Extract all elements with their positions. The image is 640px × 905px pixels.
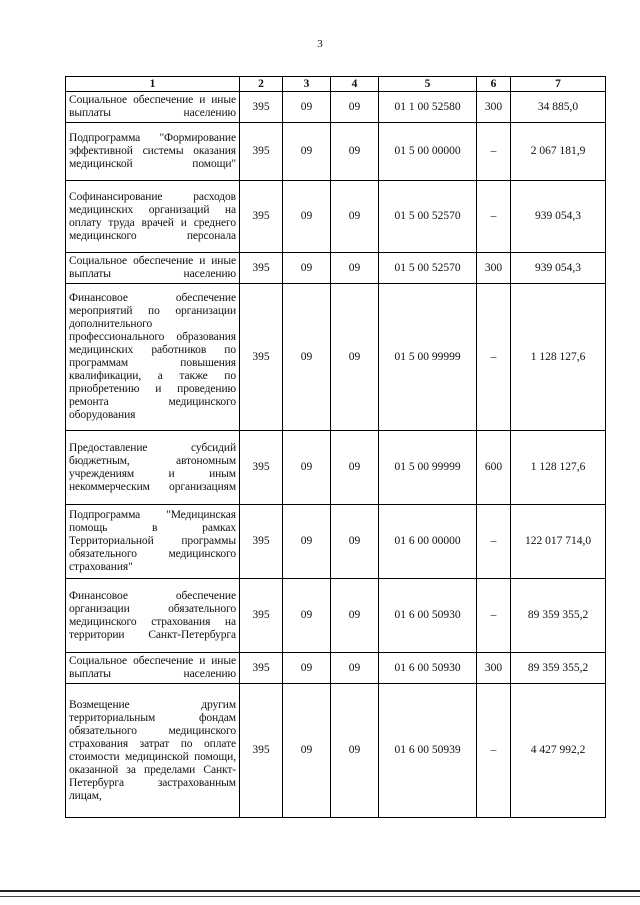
row-amount: 1 128 127,6	[511, 431, 606, 505]
row-code-4: 09	[331, 253, 379, 284]
row-code-4: 09	[331, 653, 379, 684]
row-code-3: 09	[283, 284, 331, 431]
row-code-5: 01 6 00 50939	[379, 684, 477, 818]
row-code-4: 09	[331, 505, 379, 579]
row-amount: 89 359 355,2	[511, 579, 606, 653]
row-code-2: 395	[240, 92, 283, 123]
row-code-6: –	[477, 684, 511, 818]
row-code-2: 395	[240, 505, 283, 579]
row-code-5: 01 5 00 52570	[379, 253, 477, 284]
row-code-4: 09	[331, 431, 379, 505]
row-code-5: 01 5 00 00000	[379, 123, 477, 181]
row-code-4: 09	[331, 181, 379, 253]
row-amount: 1 128 127,6	[511, 284, 606, 431]
column-header: 6	[477, 77, 511, 92]
row-code-2: 395	[240, 579, 283, 653]
row-code-5: 01 5 00 99999	[379, 284, 477, 431]
row-code-2: 395	[240, 653, 283, 684]
row-code-6: 300	[477, 253, 511, 284]
row-code-6: 300	[477, 653, 511, 684]
table-row	[66, 92, 606, 123]
row-amount: 122 017 714,0	[511, 505, 606, 579]
row-amount: 939 054,3	[511, 253, 606, 284]
row-code-3: 09	[283, 505, 331, 579]
row-amount: 2 067 181,9	[511, 123, 606, 181]
row-name: Предоставление субсидий бюджетным, автономным учреждениям и иным некоммерческим организациям	[66, 431, 240, 505]
row-amount: 89 359 355,2	[511, 653, 606, 684]
column-header: 4	[331, 77, 379, 92]
row-code-6: –	[477, 123, 511, 181]
row-code-6: 600	[477, 431, 511, 505]
row-code-5: 01 1 00 52580	[379, 92, 477, 123]
row-name: Подпрограмма "Медицинская помощь в рамках Территориальной программы обязательного медицинского страхования"	[66, 505, 240, 579]
table-row	[66, 653, 606, 684]
row-code-6: –	[477, 579, 511, 653]
row-name: Социальное обеспечение и иные выплаты населению	[66, 92, 240, 123]
row-code-3: 09	[283, 684, 331, 818]
row-code-6: –	[477, 181, 511, 253]
column-header: 7	[511, 77, 606, 92]
row-amount: 34 885,0	[511, 92, 606, 123]
row-code-6: –	[477, 505, 511, 579]
table-row	[66, 181, 606, 253]
row-code-6: –	[477, 284, 511, 431]
table-row	[66, 505, 606, 579]
column-header: 3	[283, 77, 331, 92]
table-row	[66, 579, 606, 653]
table-row	[66, 284, 606, 431]
row-code-6: 300	[477, 92, 511, 123]
table-row	[66, 123, 606, 181]
header-row	[66, 77, 606, 92]
bottom-scan-rule	[0, 890, 640, 897]
table-row	[66, 253, 606, 284]
row-code-2: 395	[240, 253, 283, 284]
column-header: 2	[240, 77, 283, 92]
row-code-3: 09	[283, 181, 331, 253]
row-name: Возмещение другим территориальным фондам обязательного медицинского страхования затрат по оплате стоимости медицинской помощи, оказанной за пределами Санкт-Петербурга застрахованным лицам,	[66, 684, 240, 818]
row-code-4: 09	[331, 284, 379, 431]
row-code-3: 09	[283, 579, 331, 653]
row-name: Финансовое обеспечение мероприятий по организации дополнительного профессионального образования медицинских работников по программам повышения квалификации, а также по приобретению и проведению ремонта медицинского оборудования	[66, 284, 240, 431]
row-code-3: 09	[283, 253, 331, 284]
row-code-5: 01 6 00 00000	[379, 505, 477, 579]
row-code-4: 09	[331, 579, 379, 653]
row-code-2: 395	[240, 431, 283, 505]
page-number: 3	[317, 38, 323, 50]
row-code-2: 395	[240, 123, 283, 181]
row-amount: 939 054,3	[511, 181, 606, 253]
row-code-5: 01 6 00 50930	[379, 579, 477, 653]
row-name: Подпрограмма "Формирование эффективной системы оказания медицинской помощи"	[66, 123, 240, 181]
table-row	[66, 431, 606, 505]
row-code-3: 09	[283, 92, 331, 123]
row-name: Социальное обеспечение и иные выплаты населению	[66, 253, 240, 284]
column-header: 5	[379, 77, 477, 92]
table-row	[66, 684, 606, 818]
row-code-3: 09	[283, 653, 331, 684]
row-code-2: 395	[240, 181, 283, 253]
column-header: 1	[66, 77, 240, 92]
row-name: Софинансирование расходов медицинских организаций на оплату труда врачей и среднего медицинского персонала	[66, 181, 240, 253]
row-code-4: 09	[331, 92, 379, 123]
budget-table	[65, 76, 606, 818]
row-name: Социальное обеспечение и иные выплаты населению	[66, 653, 240, 684]
row-code-3: 09	[283, 431, 331, 505]
row-code-2: 395	[240, 684, 283, 818]
row-code-3: 09	[283, 123, 331, 181]
row-amount: 4 427 992,2	[511, 684, 606, 818]
row-code-4: 09	[331, 684, 379, 818]
row-code-2: 395	[240, 284, 283, 431]
row-code-4: 09	[331, 123, 379, 181]
row-code-5: 01 6 00 50930	[379, 653, 477, 684]
row-code-5: 01 5 00 99999	[379, 431, 477, 505]
row-code-5: 01 5 00 52570	[379, 181, 477, 253]
row-name: Финансовое обеспечение организации обязательного медицинского страхования на территории Санкт-Петербурга	[66, 579, 240, 653]
